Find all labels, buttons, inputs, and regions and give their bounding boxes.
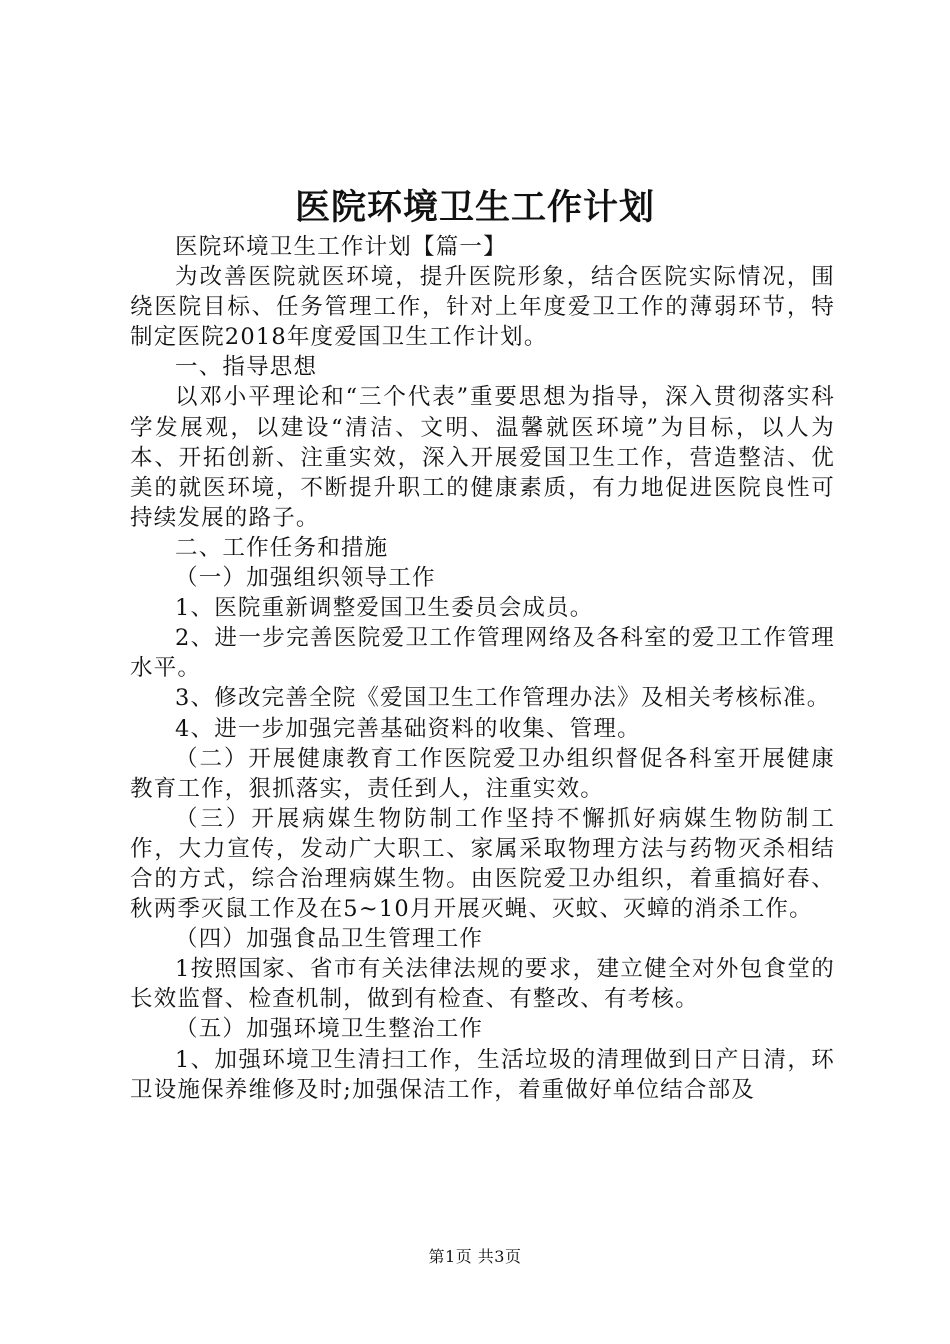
page-footer: 第1页 共3页 [428, 1247, 522, 1266]
paragraph-guiding-thought: 以邓小平理论和“三个代表”重要思想为指导，深入贯彻落实科学发展观，以建设“清洁、文明、温馨就医环境”为目标，以人为本、开拓创新、注重实效，深入开展爱国卫生工作，营造整洁、优美的就医环境，不断提升职工的健康素质，有力地促进医院良性可持续发展的路子。 [130, 384, 835, 531]
list-item: 4、进一步加强完善基础资料的收集、管理。 [175, 715, 641, 742]
document-body [130, 232, 835, 1105]
list-item: 1按照国家、省市有关法律法规的要求，建立健全对外包食堂的长效监督、检查机制，做到有检查、有整改、有考核。 [130, 956, 835, 1013]
section-heading-tasks: 二、工作任务和措施 [175, 534, 389, 561]
paragraph-intro: 为改善医院就医环境，提升医院形象，结合医院实际情况，围绕医院目标、任务管理工作，针对上年度爱卫工作的薄弱环节，特制定医院2018年度爱国卫生工作计划。 [130, 264, 835, 351]
subsection-heading-environment: （五）加强环境卫生整治工作 [175, 1016, 484, 1043]
list-item: 3、修改完善全院《爱国卫生工作管理办法》及相关考核标准。 [175, 685, 831, 712]
paragraph-vector-control: （三）开展病媒生物防制工作坚持不懈抓好病媒生物防制工作，大力宣传，发动广大职工、家属采取物理方法与药物灭杀相结合的方式，综合治理病媒生物。由医院爱卫办组织，着重搞好春、秋两季灭鼠工作及在5~10月开展灭蝇、灭蚊、灭蟑的消杀工作。 [130, 805, 835, 923]
paragraph-subtitle: 医院环境卫生工作计划【篇一】 [175, 234, 507, 260]
list-item: 1、医院重新调整爱国卫生委员会成员。 [175, 595, 594, 622]
list-item: 2、进一步完善医院爱卫工作管理网络及各科室的爱卫工作管理水平。 [130, 625, 835, 682]
paragraph-health-education: （二）开展健康教育工作医院爱卫办组织督促各科室开展健康教育工作，狠抓落实，责任到人，注重实效。 [130, 745, 835, 802]
page-title: 医院环境卫生工作计划 [294, 187, 655, 228]
subsection-heading-food-hygiene: （四）加强食品卫生管理工作 [175, 926, 484, 953]
section-heading-guiding-thought: 一、指导思想 [175, 354, 318, 381]
list-item: 1、加强环境卫生清扫工作，生活垃圾的清理做到日产日清，环卫设施保养维修及时;加强保洁工作，着重做好单位结合部及 [130, 1046, 835, 1103]
subsection-heading-organization: （一）加强组织领导工作 [175, 565, 436, 592]
